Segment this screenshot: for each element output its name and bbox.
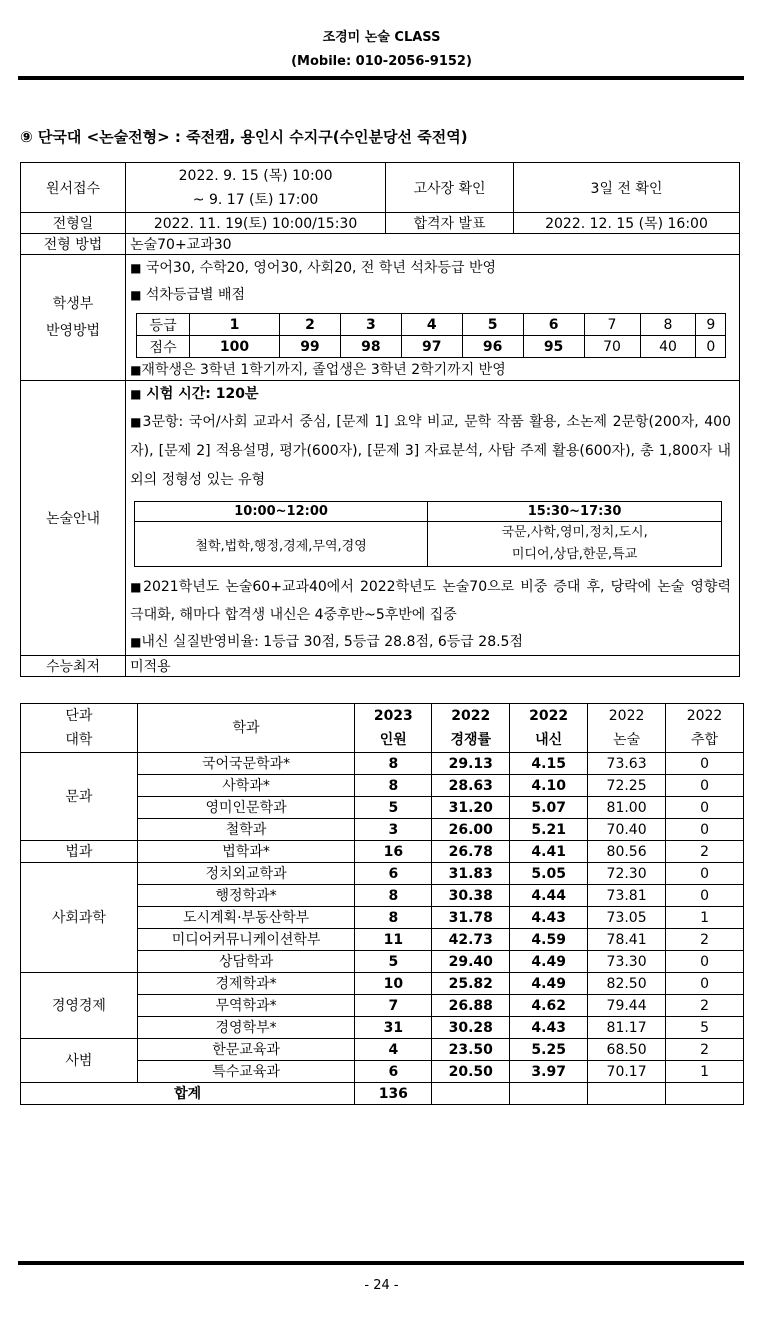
table-row bbox=[21, 863, 744, 885]
page-number: - 24 - bbox=[364, 1278, 399, 1293]
col-quota: 2023 인원 bbox=[355, 704, 432, 753]
total-quota: 136 bbox=[355, 1083, 432, 1105]
additional-cell: 0 bbox=[666, 797, 744, 819]
competition-cell: 25.82 bbox=[432, 973, 510, 995]
score-cell: 99 bbox=[279, 336, 340, 358]
essay-score-cell: 82.50 bbox=[588, 973, 666, 995]
quota-cell: 8 bbox=[355, 885, 432, 907]
venue-value: 3일 전 확인 bbox=[514, 163, 740, 213]
method-value: 논술70+교과30 bbox=[126, 234, 740, 255]
total-empty bbox=[510, 1083, 588, 1105]
competition-cell: 26.78 bbox=[432, 841, 510, 863]
application-label: 원서접수 bbox=[21, 163, 126, 213]
additional-cell: 0 bbox=[666, 885, 744, 907]
additional-cell: 0 bbox=[666, 973, 744, 995]
competition-cell: 31.83 bbox=[432, 863, 510, 885]
grade-cell: 4 bbox=[401, 314, 462, 336]
dept-cell: 경영학부* bbox=[137, 1017, 355, 1039]
table-row bbox=[21, 841, 744, 863]
total-empty bbox=[666, 1083, 744, 1105]
table-row bbox=[21, 973, 744, 995]
pm-depts-2: 미디어,상담,한문,특교 bbox=[511, 547, 638, 562]
student-line1: 국어30, 수학20, 영어30, 사회20, 전 학년 석차등급 반영 bbox=[145, 260, 496, 276]
quota-cell: 31 bbox=[355, 1017, 432, 1039]
essay-score-cell: 73.81 bbox=[588, 885, 666, 907]
table-row bbox=[21, 1039, 744, 1061]
competition-cell: 28.63 bbox=[432, 775, 510, 797]
dept-cell: 행정학과* bbox=[137, 885, 355, 907]
gpa-cell: 5.25 bbox=[510, 1039, 588, 1061]
competition-cell: 30.38 bbox=[432, 885, 510, 907]
pm-depts bbox=[428, 522, 722, 567]
student-label-1: 학생부 bbox=[52, 295, 94, 312]
grade-cell: 6 bbox=[523, 314, 584, 336]
grade-cell: 8 bbox=[640, 314, 696, 336]
essay-score-cell: 73.63 bbox=[588, 753, 666, 775]
gpa-cell: 5.21 bbox=[510, 819, 588, 841]
quota-cell: 5 bbox=[355, 951, 432, 973]
essay-score-cell: 72.25 bbox=[588, 775, 666, 797]
quota-cell: 11 bbox=[355, 929, 432, 951]
total-empty bbox=[588, 1083, 666, 1105]
competition-cell: 30.28 bbox=[432, 1017, 510, 1039]
grade-cell: 5 bbox=[462, 314, 523, 336]
bottom-rule bbox=[18, 1261, 744, 1265]
result-label: 합격자 발표 bbox=[386, 213, 514, 234]
table-row bbox=[21, 753, 744, 775]
grade-cell: 2 bbox=[279, 314, 340, 336]
student-label-2: 반영방법 bbox=[45, 322, 101, 339]
pm-depts-1: 국문,사학,영미,정치,도시, bbox=[501, 525, 648, 540]
bullet: ■ bbox=[130, 363, 142, 377]
score-cell: 100 bbox=[190, 336, 280, 358]
score-cell: 96 bbox=[462, 336, 523, 358]
col-gpa: 2022 내신 bbox=[510, 704, 588, 753]
additional-cell: 2 bbox=[666, 1039, 744, 1061]
essay-score-cell: 79.44 bbox=[588, 995, 666, 1017]
bullet: ■ bbox=[130, 580, 144, 594]
quota-cell: 4 bbox=[355, 1039, 432, 1061]
dept-cell: 정치외교학과 bbox=[137, 863, 355, 885]
header-mobile: (Mobile: 010-2056-9152) bbox=[291, 54, 472, 69]
am-time: 10:00~12:00 bbox=[135, 502, 428, 522]
additional-cell: 0 bbox=[666, 775, 744, 797]
score-cell: 95 bbox=[523, 336, 584, 358]
csat-label: 수능최저 bbox=[21, 656, 126, 677]
dept-cell: 한문교육과 bbox=[137, 1039, 355, 1061]
gpa-cell: 4.62 bbox=[510, 995, 588, 1017]
quota-cell: 8 bbox=[355, 775, 432, 797]
essay-score-cell: 68.50 bbox=[588, 1039, 666, 1061]
dept-cell: 법학과* bbox=[137, 841, 355, 863]
additional-cell: 2 bbox=[666, 929, 744, 951]
quota-cell: 8 bbox=[355, 753, 432, 775]
col-dept: 학과 bbox=[137, 704, 355, 753]
essay-score-cell: 70.17 bbox=[588, 1061, 666, 1083]
exam-day-label: 전형일 bbox=[21, 213, 126, 234]
section-title: ⑨ 단국대 <논술전형> : 죽전캠, 용인시 수지구(수인분당선 죽전역) bbox=[20, 128, 468, 146]
essay-score-cell: 73.30 bbox=[588, 951, 666, 973]
essay-score-cell: 72.30 bbox=[588, 863, 666, 885]
dept-cell: 철학과 bbox=[137, 819, 355, 841]
additional-cell: 5 bbox=[666, 1017, 744, 1039]
score-row bbox=[137, 336, 726, 358]
essay-time: 시험 시간: 120분 bbox=[146, 386, 259, 402]
dept-cell: 사학과* bbox=[137, 775, 355, 797]
pm-time: 15:30~17:30 bbox=[428, 502, 722, 522]
grade-cell: 7 bbox=[584, 314, 640, 336]
gpa-cell: 4.59 bbox=[510, 929, 588, 951]
college-cell: 사범 bbox=[21, 1039, 138, 1083]
score-row-label: 점수 bbox=[137, 336, 190, 358]
dept-cell: 상담학과 bbox=[137, 951, 355, 973]
dept-cell: 국어국문학과* bbox=[137, 753, 355, 775]
college-cell: 문과 bbox=[21, 753, 138, 841]
additional-cell: 0 bbox=[666, 753, 744, 775]
quota-cell: 6 bbox=[355, 1061, 432, 1083]
grade-cell: 3 bbox=[340, 314, 401, 336]
essay-note2: 내신 실질반영비율: 1등급 30점, 5등급 28.8점, 6등급 28.5점 bbox=[141, 634, 523, 650]
bullet: ■ bbox=[130, 261, 142, 275]
essay-desc: 3문항: 국어/사회 교과서 중심, [문제 1] 요약 비교, 문학 작품 활용, 소논제 2문항(200자, 400자), [문제 2] 적용설명, 평가(600자), [문제 3] 자료분석, 사탐 주제 활용(600자), 총 1,800자 내외의 정형성 있는 유형 bbox=[130, 414, 731, 488]
top-rule bbox=[18, 76, 744, 80]
gpa-cell: 3.97 bbox=[510, 1061, 588, 1083]
col-college: 단과 대학 bbox=[21, 704, 138, 753]
csat-value: 미적용 bbox=[126, 656, 740, 677]
exam-day-value: 2022. 11. 19(토) 10:00/15:30 bbox=[126, 213, 386, 234]
additional-cell: 1 bbox=[666, 907, 744, 929]
essay-note1: 2021학년도 논술60+교과40에서 2022학년도 논술70으로 비중 증대 후, 당락에 논술 영향력 극대화, 해마다 합격생 내신은 4중후반~5후반에 집중 bbox=[130, 579, 731, 623]
score-cell: 98 bbox=[340, 336, 401, 358]
application-line1: 2022. 9. 15 (목) 10:00 bbox=[178, 167, 333, 184]
gpa-cell: 4.10 bbox=[510, 775, 588, 797]
info-table bbox=[20, 162, 740, 677]
competition-cell: 20.50 bbox=[432, 1061, 510, 1083]
student-record-content bbox=[126, 255, 740, 381]
competition-cell: 23.50 bbox=[432, 1039, 510, 1061]
grade-row bbox=[137, 314, 726, 336]
dept-cell: 무역학과* bbox=[137, 995, 355, 1017]
bullet: ■ bbox=[130, 415, 143, 429]
grade-cell: 1 bbox=[190, 314, 280, 336]
quota-cell: 10 bbox=[355, 973, 432, 995]
competition-cell: 29.40 bbox=[432, 951, 510, 973]
application-line2: ~ 9. 17 (토) 17:00 bbox=[192, 191, 319, 208]
col-essay-score: 2022 논술 bbox=[588, 704, 666, 753]
essay-score-cell: 81.17 bbox=[588, 1017, 666, 1039]
col-additional: 2022 추합 bbox=[666, 704, 744, 753]
dept-cell: 미디어커뮤니케이션학부 bbox=[137, 929, 355, 951]
bullet: ■ bbox=[130, 288, 142, 302]
quota-cell: 5 bbox=[355, 797, 432, 819]
method-label: 전형 방법 bbox=[21, 234, 126, 255]
gpa-cell: 4.43 bbox=[510, 1017, 588, 1039]
college-cell: 법과 bbox=[21, 841, 138, 863]
quota-cell: 3 bbox=[355, 819, 432, 841]
dept-cell: 영미인문학과 bbox=[137, 797, 355, 819]
gpa-cell: 4.49 bbox=[510, 973, 588, 995]
dept-cell: 경제학과* bbox=[137, 973, 355, 995]
application-dates bbox=[126, 163, 386, 213]
essay-score-cell: 73.05 bbox=[588, 907, 666, 929]
quota-cell: 16 bbox=[355, 841, 432, 863]
quota-cell: 7 bbox=[355, 995, 432, 1017]
page-header bbox=[0, 26, 763, 74]
gpa-cell: 4.15 bbox=[510, 753, 588, 775]
essay-score-cell: 70.40 bbox=[588, 819, 666, 841]
essay-guide-content bbox=[126, 381, 740, 656]
gpa-cell: 4.43 bbox=[510, 907, 588, 929]
grade-cell: 9 bbox=[696, 314, 726, 336]
competition-cell: 42.73 bbox=[432, 929, 510, 951]
quota-cell: 6 bbox=[355, 863, 432, 885]
score-cell: 97 bbox=[401, 336, 462, 358]
admission-stats-table bbox=[20, 703, 744, 1105]
competition-cell: 29.13 bbox=[432, 753, 510, 775]
quota-cell: 8 bbox=[355, 907, 432, 929]
essay-schedule-table bbox=[134, 501, 722, 567]
result-value: 2022. 12. 15 (목) 16:00 bbox=[514, 213, 740, 234]
bullet: ■ bbox=[130, 387, 142, 401]
dept-cell: 도시계획·부동산학부 bbox=[137, 907, 355, 929]
additional-cell: 0 bbox=[666, 863, 744, 885]
competition-cell: 26.00 bbox=[432, 819, 510, 841]
gpa-cell: 5.05 bbox=[510, 863, 588, 885]
gpa-cell: 4.44 bbox=[510, 885, 588, 907]
gpa-cell: 4.49 bbox=[510, 951, 588, 973]
essay-guide-label: 논술안내 bbox=[21, 381, 126, 656]
stats-body bbox=[21, 753, 744, 1083]
bullet: ■ bbox=[130, 635, 142, 649]
additional-cell: 0 bbox=[666, 951, 744, 973]
student-record-label bbox=[21, 255, 126, 381]
competition-cell: 31.78 bbox=[432, 907, 510, 929]
additional-cell: 0 bbox=[666, 819, 744, 841]
student-line2: 석차등급별 배점 bbox=[145, 287, 245, 303]
college-cell: 경영경제 bbox=[21, 973, 138, 1039]
essay-score-cell: 80.56 bbox=[588, 841, 666, 863]
competition-cell: 26.88 bbox=[432, 995, 510, 1017]
grade-row-label: 등급 bbox=[137, 314, 190, 336]
score-cell: 70 bbox=[584, 336, 640, 358]
header-title: 조경미 논술 CLASS bbox=[322, 30, 441, 45]
total-empty bbox=[432, 1083, 510, 1105]
competition-cell: 31.20 bbox=[432, 797, 510, 819]
score-cell: 40 bbox=[640, 336, 696, 358]
student-note: 재학생은 3학년 1학기까지, 졸업생은 3학년 2학기까지 반영 bbox=[141, 362, 506, 378]
am-depts: 철학,법학,행정,경제,무역,경영 bbox=[135, 522, 428, 567]
grade-score-table bbox=[136, 313, 726, 358]
essay-score-cell: 81.00 bbox=[588, 797, 666, 819]
col-competition: 2022 경쟁률 bbox=[432, 704, 510, 753]
gpa-cell: 5.07 bbox=[510, 797, 588, 819]
essay-score-cell: 78.41 bbox=[588, 929, 666, 951]
venue-label: 고사장 확인 bbox=[386, 163, 514, 213]
gpa-cell: 4.41 bbox=[510, 841, 588, 863]
additional-cell: 2 bbox=[666, 841, 744, 863]
additional-cell: 1 bbox=[666, 1061, 744, 1083]
total-label: 합계 bbox=[21, 1083, 355, 1105]
college-cell: 사회과학 bbox=[21, 863, 138, 973]
additional-cell: 2 bbox=[666, 995, 744, 1017]
score-cell: 0 bbox=[696, 336, 726, 358]
dept-cell: 특수교육과 bbox=[137, 1061, 355, 1083]
